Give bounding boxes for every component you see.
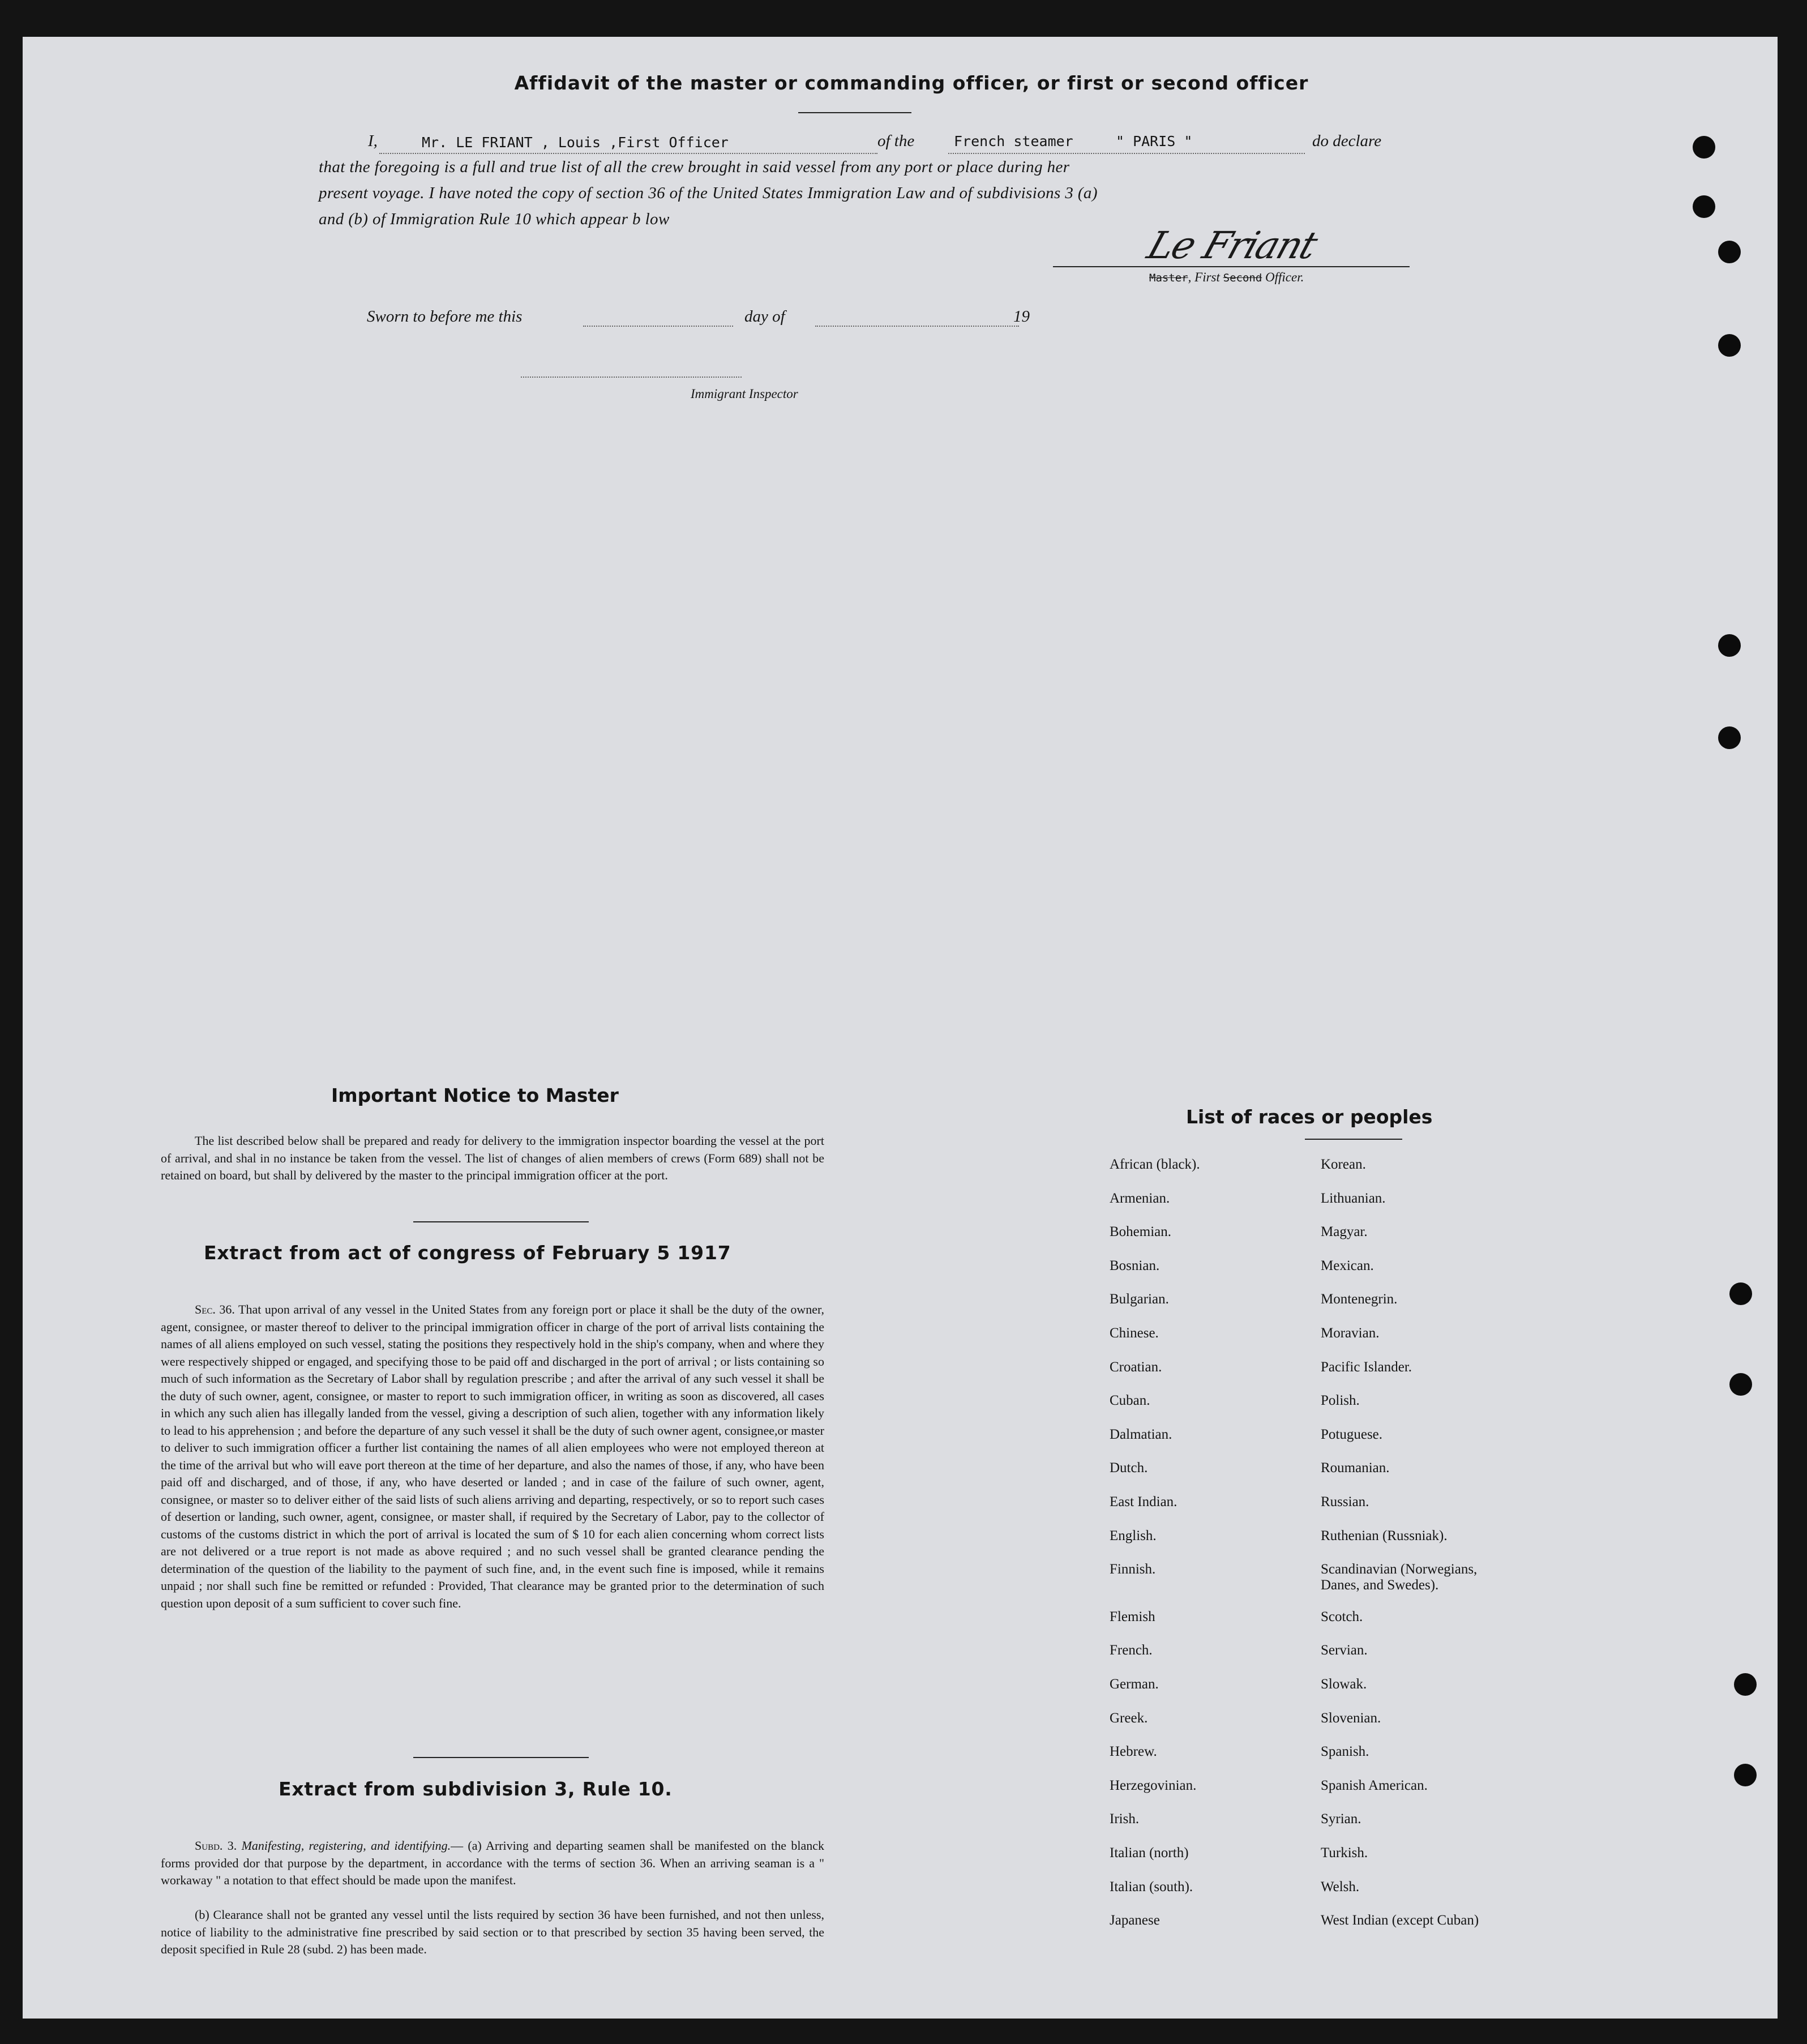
extract-act-text [161,1301,824,1612]
affidavit-line3: present voyage. I have noted the copy of section 36 of the United States Immigration Law and of subdivisions 3 (a) [319,184,1098,202]
race-item-right: Turkish. [1321,1845,1368,1861]
subd-3-heading: Manifesting, registering, and identifying. [241,1838,451,1853]
race-item-left: Dalmatian. [1110,1426,1172,1442]
punch-hole [1718,634,1741,657]
punch-hole [1718,334,1741,357]
affidavit-line4: and (b) of Immigration Rule 10 which appear b low [319,210,670,228]
extract-rule-text-a [161,1837,824,1889]
race-item-right: Scandinavian (Norwegians, Danes, and Swedes). [1321,1562,1478,1593]
race-item-right: Russian. [1321,1494,1369,1510]
race-item-left: Italian (north) [1110,1845,1189,1861]
race-item-left: Herzegovinian. [1110,1777,1197,1793]
race-item-left: Bulgarian. [1110,1292,1169,1307]
race-item-left: Dutch. [1110,1460,1148,1476]
race-item-right: Slovenian. [1321,1710,1381,1726]
sec-36-body: That upon arrival of any vessel in the United States from any foreign port or place it shall be the duty of the owner, agent, consignee, or master thereof to deliver to the principal immigration officer in charge of the port of arrival lists containing the names of all aliens employed on such vessel, stating the positions they respectively hold in the ship's company, when and where they were respectively shipped or engaged, and specifying those to be paid off and discharged in the port of arrival ; or lists containing so much of such information as the Secretary of Labor shall by regulation prescribe ; and after the arrival of any such vessel it shall be the duty of such owner, agent, consignee, or master to report to such immigration officer, in writing as soon as discovered, all cases in which any such alien has illegally landed from the vessel, giving a description of such alien, together with any information likely to lead to his apprehension ; and before the departure of any such vessel it shall be the duty of such owner agent, consignee,or master to deliver to such immigration officer a further list containing the names of all alien employees who were not employed thereon at the time of the arrival but who will eave port thereon at the time of her departure, and also the names of those, if any, who have been paid off and discharged, and of those, if any, who have deserted or landed ; and in case of the failure of such owner, agent, consignee, or master so to deliver either of the said lists of such aliens arriving and departing, respectively, or so to report such cases of desertion or landing, such owner, agent, consignee, or master shall, if required by the Secretary of Labor, pay to the collector of customs of the customs district in which the port of arrival is located the sum of $ 10 for each alien concerning whom correct lists are not delivered or a true report is not made as above required ; and no such vessel shall be granted clearance pending the determination of the question of the liability to the payment of such fine, and, in the event such fine is imposed, while it remains unpaid ; nor shall such fine be remitted or refunded : Provided, That clearance may be granted prior to the determination of such question upon deposit of a sum sufficient to cover such fine. [161,1302,824,1610]
race-item-right: Roumanian. [1321,1460,1390,1476]
title-underline [798,112,911,113]
punch-hole [1734,1764,1757,1786]
sworn-label: Sworn to before me this [367,307,523,326]
race-item-left: Finnish. [1110,1562,1156,1577]
races-title-underline [1305,1139,1402,1140]
vessel-field-line [948,153,1305,154]
signature-caption [1149,270,1304,285]
signature-caption-officer: Officer. [1265,270,1304,284]
subd-3-text-a: — (a) Arriving and departing seamen shall be manifested on the blanck forms provided dor that purpose by the department, in accordance with the terms of section 36. When an arriving seaman is a " workaway " a notation to that effect should be made upon the manifest. [161,1838,825,1887]
officer-signature: Le Friant [1142,224,1322,267]
race-item-left: Flemish [1110,1609,1155,1624]
affidavit-do-declare: do declare [1312,132,1382,150]
race-item-left: Greek. [1110,1710,1148,1726]
vessel-field: French steamer " PARIS " [954,133,1193,149]
race-item-right: Montenegrin. [1321,1292,1398,1307]
race-item-left: Hebrew. [1110,1744,1157,1760]
affidavit-title: Affidavit of the master or commanding officer, or first or second officer [514,72,1309,94]
race-item-right: Moravian. [1321,1325,1380,1341]
sworn-date-line [583,326,733,327]
race-item-left: Bosnian. [1110,1258,1160,1273]
race-item-right: Magyar. [1321,1224,1368,1240]
extract-rule-text-b: (b) Clearance shall not be granted any vessel until the lists required by section 36 have been furnished, and not then unless, notice of liability to the administrative fine prescribed by said section or to that prescribed by section 35 having been served, the deposit specified in Rule 28 (subd. 2) has been made. [161,1908,824,1956]
signature-line [1053,266,1410,267]
race-item-right: Scotch. [1321,1609,1363,1624]
race-item-left: Italian (south). [1110,1879,1193,1895]
race-item-right: Ruthenian (Russniak). [1321,1528,1448,1543]
race-item-left: Armenian. [1110,1190,1170,1206]
race-item-right: Spanish. [1321,1744,1369,1760]
race-item-left: German. [1110,1677,1159,1692]
officer-name-field-line [379,153,877,154]
subd-3-label: Subd. 3. [195,1838,237,1853]
race-item-left: French. [1110,1643,1153,1658]
race-item-left: Bohemian. [1110,1224,1172,1240]
race-item-right: West Indian (except Cuban) [1321,1913,1479,1928]
sworn-month-line [815,326,1019,327]
races-title: List of races or peoples [1186,1106,1433,1128]
race-item-left: Irish. [1110,1811,1140,1827]
punch-hole [1693,195,1715,218]
affidavit-line1-prefix: I, [368,132,378,150]
race-item-right: Lithuanian. [1321,1190,1386,1206]
race-item-right: Korean. [1321,1157,1366,1172]
race-item-right: Spanish American. [1321,1777,1428,1793]
race-item-left: East Indian. [1110,1494,1177,1510]
notice-title: Important Notice to Master [331,1084,619,1106]
officer-name-field: Mr. LE FRIANT , Louis ,First Officer [422,134,729,151]
affidavit-line2: that the foregoing is a full and true list of all the crew brought in said vessel from any port or place during her [319,158,1070,176]
punch-hole [1693,136,1715,159]
sec-36-label: Sec. 36. [195,1302,235,1316]
punch-hole [1729,1282,1752,1305]
punch-hole [1729,1373,1752,1396]
signature-caption-first: , First [1188,270,1220,284]
signature-caption-master-struck: Master [1149,272,1188,284]
race-item-left: Chinese. [1110,1325,1159,1341]
race-item-right: Pacific Islander. [1321,1359,1412,1375]
extract-rule-title: Extract from subdivision 3, Rule 10. [279,1778,673,1800]
race-item-right: Servian. [1321,1643,1368,1658]
sworn-day-of: day of [744,307,785,326]
inspector-signature-line [521,377,742,378]
race-item-right: Welsh. [1321,1879,1360,1895]
signature-caption-second-struck: Second [1223,272,1262,284]
affidavit-of-the: of the [877,132,915,150]
race-item-left: Croatian. [1110,1359,1162,1375]
sworn-year: 19 [1013,307,1030,326]
extract-act-title: Extract from act of congress of February 5 1917 [204,1242,731,1264]
punch-hole [1718,241,1741,263]
race-item-left: Cuban. [1110,1393,1150,1409]
notice-text: The list described below shall be prepared and ready for delivery to the immigration inspector boarding the vessel at the port of arrival, and shal in no instance be taken from the vessel. The list of changes of alien members of crews (Form 689) shall not be retained on board, but shall by delivered by the master to the principal immigration officer at the port. [161,1134,824,1182]
races-left-column [1110,1157,1308,1983]
race-item-left: Japanese [1110,1913,1160,1928]
race-item-right: Polish. [1321,1393,1360,1409]
notice-divider [413,1221,589,1222]
race-item-right: Potuguese. [1321,1426,1383,1442]
race-item-right: Slowak. [1321,1677,1367,1692]
act-divider [413,1757,589,1758]
races-right-column [1321,1157,1558,1983]
race-item-right: Syrian. [1321,1811,1361,1827]
document-page [23,37,1778,2019]
inspector-label: Immigrant Inspector [691,387,798,401]
punch-hole [1718,726,1741,749]
race-item-left: African (black). [1110,1157,1200,1172]
race-item-right: Mexican. [1321,1258,1374,1273]
punch-hole [1734,1673,1757,1696]
race-item-left: English. [1110,1528,1157,1543]
